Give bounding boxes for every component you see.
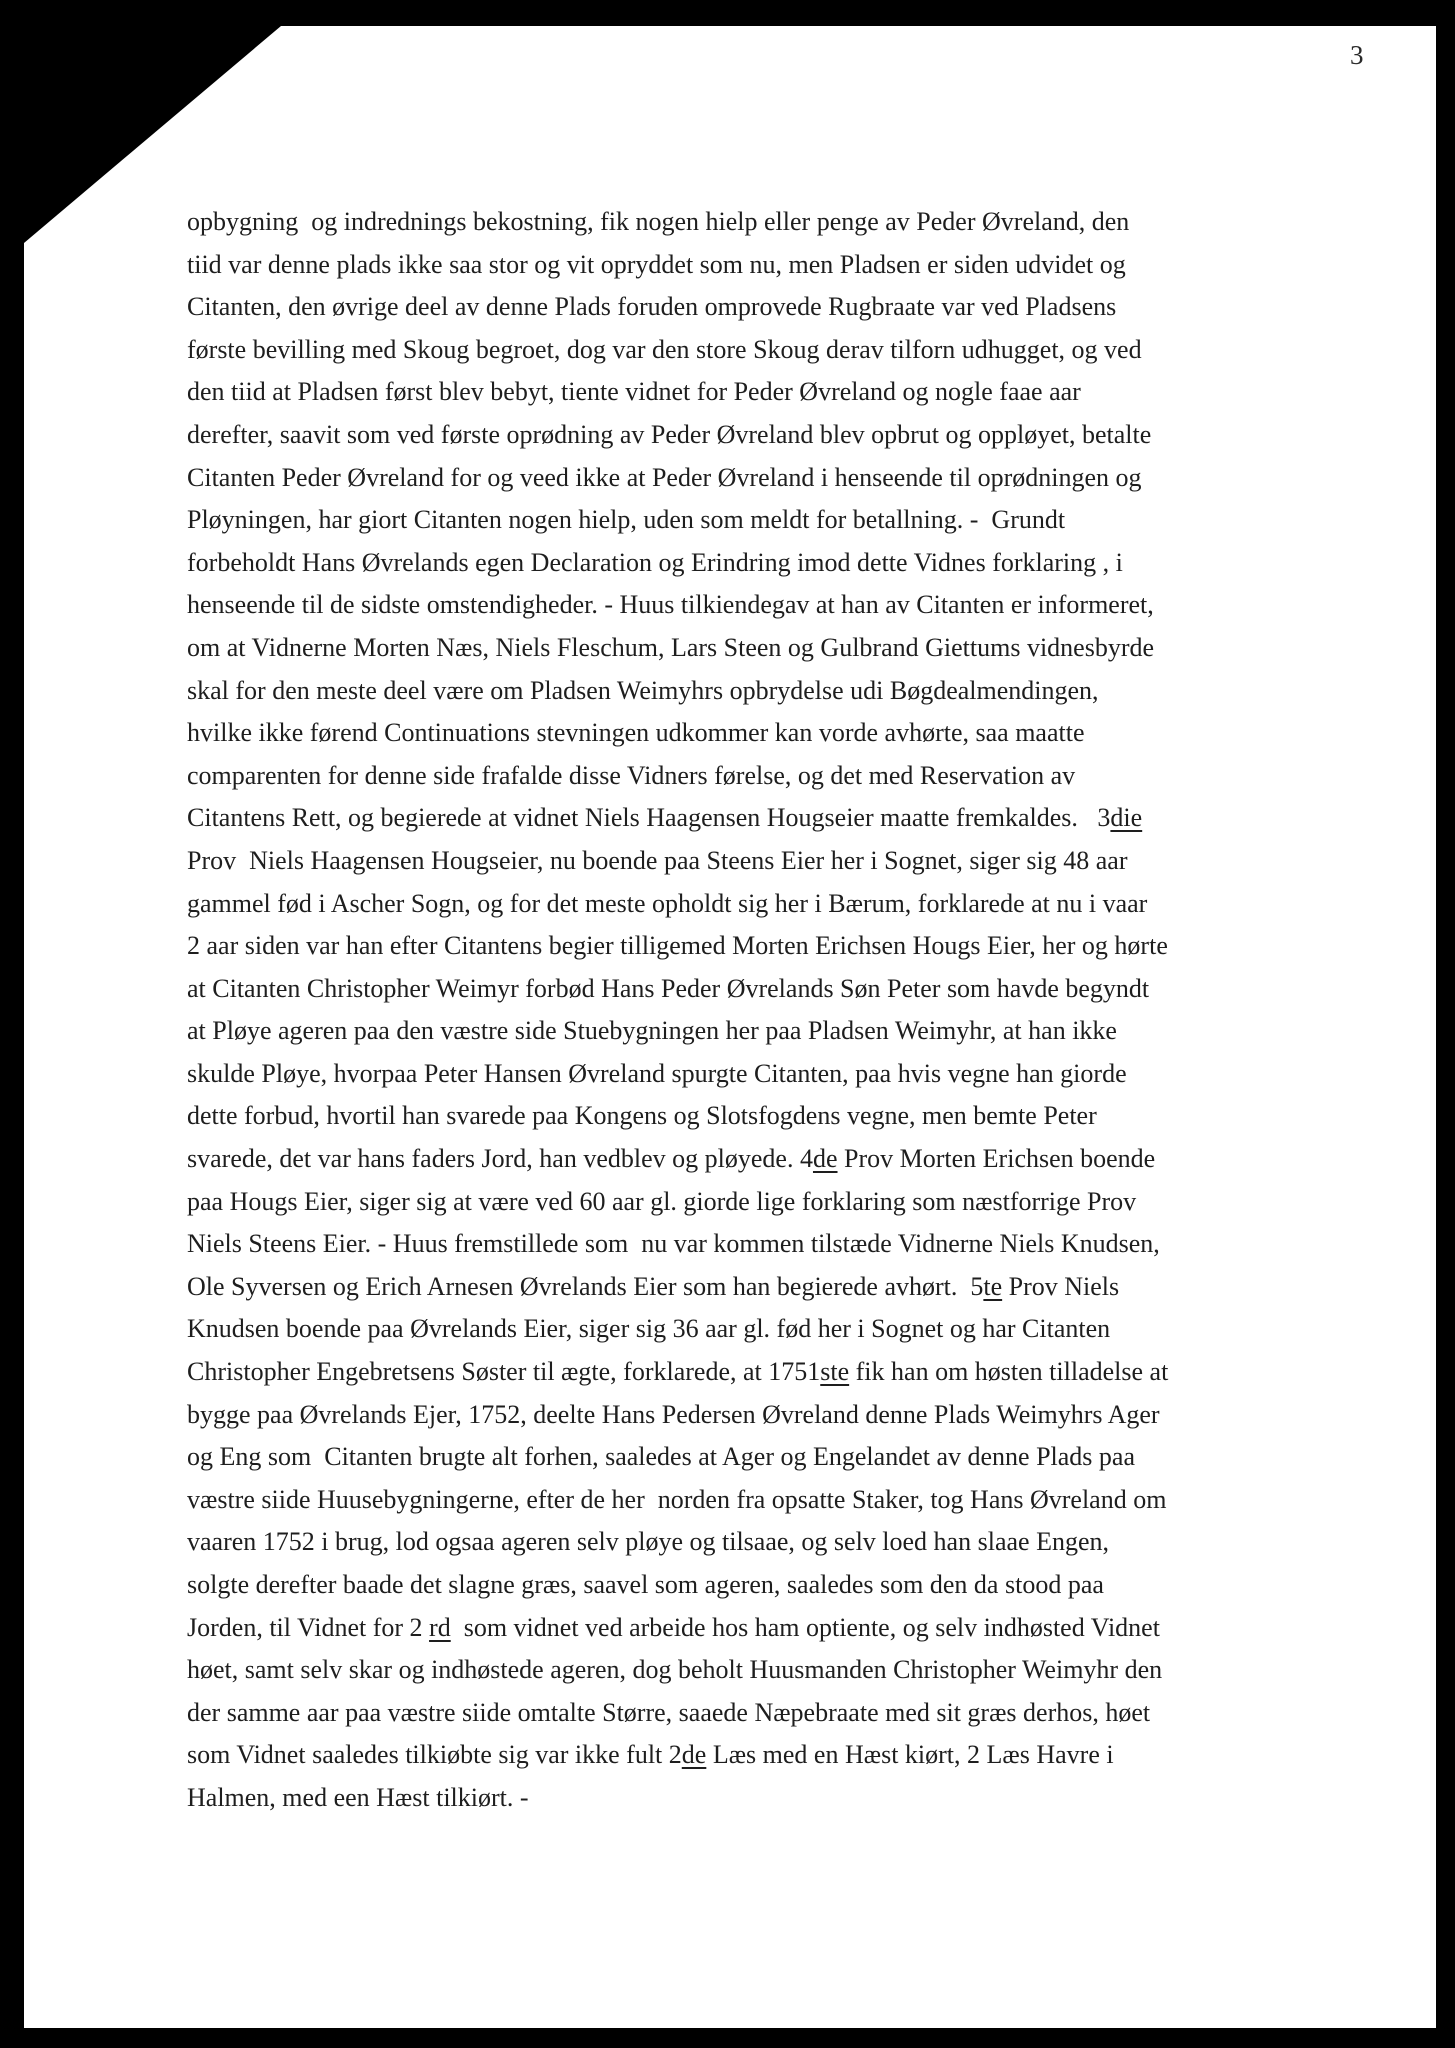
text-line <box>187 457 1297 500</box>
text-line <box>187 329 1297 372</box>
text-line <box>187 1351 1297 1394</box>
underlined-abbreviation: rd <box>429 1612 451 1642</box>
text-line <box>187 244 1297 287</box>
text-segment: som vidnet ved arbeide hos ham optiente, og selv indhøsted Vidnet <box>450 1612 1160 1642</box>
text-segment: fik han om høsten tilladelse at <box>849 1357 1169 1387</box>
text-line <box>187 1138 1297 1181</box>
text-segment: Jorden, til Vidnet for 2 <box>187 1612 430 1642</box>
text-line <box>187 1521 1297 1564</box>
text-line <box>187 627 1297 670</box>
text-segment: hvilke ikke førend Continuations stevningen udkommer kan vorde avhørte, saa maatte <box>187 718 1085 748</box>
text-line <box>187 414 1297 457</box>
text-segment: Læs med en Hæst kiørt, 2 Læs Havre i <box>706 1740 1114 1770</box>
text-line <box>187 1649 1297 1692</box>
text-segment: væstre siide Huusebygningerne, efter de her norden fra opsatte Staker, tog Hans Øvreland om <box>187 1484 1167 1514</box>
text-segment: skulde Pløye, hvorpaa Peter Hansen Øvreland spurgte Citanten, paa hvis vegne han giorde <box>187 1058 1127 1088</box>
text-segment: første bevilling med Skoug begroet, dog var den store Skoug derav tilforn udhugget, og ved <box>187 334 1142 364</box>
text-segment: den tiid at Pladsen først blev bebyt, tiente vidnet for Peder Øvreland og nogle faae aar <box>187 377 1081 407</box>
text-line <box>187 1053 1297 1096</box>
text-segment: Prov Niels Haagensen Hougseier, nu boende paa Steens Eier her i Sognet, siger sig 48 aar <box>187 845 1128 875</box>
text-line <box>187 584 1297 627</box>
text-line <box>187 1095 1297 1138</box>
text-segment: Halmen, med een Hæst tilkiørt. - <box>187 1782 529 1812</box>
text-line <box>187 883 1297 926</box>
text-line <box>187 925 1297 968</box>
text-line <box>187 840 1297 883</box>
text-line <box>187 286 1297 329</box>
text-line <box>187 755 1297 798</box>
underlined-abbreviation: ste <box>820 1357 850 1387</box>
page-number: 3 <box>1350 40 1364 70</box>
text-line <box>187 670 1297 713</box>
text-segment: Knudsen boende paa Øvrelands Eier, siger sig 36 aar gl. fød her i Sognet og har Citanten <box>187 1314 1111 1344</box>
text-segment: Citantens Rett, og begierede at vidnet Niels Haagensen Hougseier maatte fremkaldes. 3 <box>187 803 1111 833</box>
text-segment: skal for den meste deel være om Pladsen Weimyhrs opbrydelse udi Bøgdealmendingen, <box>187 675 1099 705</box>
text-line <box>187 968 1297 1011</box>
text-segment: at Pløye ageren paa den væstre side Stuebygningen her paa Pladsen Weimyhr, at han ikke <box>187 1016 1117 1046</box>
text-segment: tiid var denne plads ikke saa stor og vit opryddet som nu, men Pladsen er siden udvidet og <box>187 249 1126 279</box>
text-segment: bygge paa Øvrelands Ejer, 1752, deelte Hans Pedersen Øvreland denne Plads Weimyhrs Ager <box>187 1399 1160 1429</box>
text-line <box>187 201 1297 244</box>
text-line <box>187 499 1297 542</box>
underlined-abbreviation: te <box>983 1271 1003 1301</box>
text-segment: som Vidnet saaledes tilkiøbte sig var ikke fult 2 <box>187 1740 682 1770</box>
text-segment: paa Hougs Eier, siger sig at være ved 60 aar gl. giorde lige forklaring som næstforrige Prov <box>187 1186 1137 1216</box>
text-line <box>187 1266 1297 1309</box>
text-line <box>187 542 1297 585</box>
text-segment: comparenten for denne side frafalde disse Vidners førelse, og det med Reservation av <box>187 760 1076 790</box>
text-line <box>187 371 1297 414</box>
text-line <box>187 797 1297 840</box>
text-line <box>187 1734 1297 1777</box>
text-line <box>187 1436 1297 1479</box>
text-line <box>187 1223 1297 1266</box>
text-segment: Pløyningen, har giort Citanten nogen hielp, uden som meldt for betallning. - Grundt <box>187 505 1066 535</box>
text-segment: om at Vidnerne Morten Næs, Niels Fleschum, Lars Steen og Gulbrand Giettums vidnesbyrde <box>187 632 1155 662</box>
text-segment: opbygning og indrednings bekostning, fik nogen hielp eller penge av Peder Øvreland, den <box>187 207 1130 236</box>
transcription-text <box>187 201 1297 1820</box>
text-segment: Niels Steens Eier. - Huus fremstillede som nu var kommen tilstæde Vidnerne Niels Knudsen, <box>187 1229 1160 1259</box>
text-segment: dette forbud, hvortil han svarede paa Kongens og Slotsfogdens vegne, men bemte Peter <box>187 1101 1097 1131</box>
text-line <box>187 1692 1297 1735</box>
underlined-abbreviation: de <box>681 1740 707 1770</box>
text-segment: svarede, det var hans faders Jord, han vedblev og pløyede. 4 <box>187 1144 813 1174</box>
text-segment: solgte derefter baade det slagne græs, saavel som ageren, saaledes som den da stood paa <box>187 1570 1104 1599</box>
text-line <box>187 1607 1297 1650</box>
text-segment: 2 aar siden var han efter Citantens begier tilligemed Morten Erichsen Hougs Eier, her og hørte <box>187 931 1168 961</box>
text-segment: Citanten, den øvrige deel av denne Plads foruden omprovede Rugbraate var ved Pladsens <box>187 292 1117 322</box>
text-segment: forbeholdt Hans Øvrelands egen Declaration og Erindring imod dette Vidnes forklaring , i <box>187 547 1123 577</box>
text-line <box>187 1777 1297 1820</box>
text-segment: henseende til de sidste omstendigheder. - Huus tilkiendegav at han av Citanten er informeret, <box>187 590 1154 620</box>
text-segment: der samme aar paa væstre siide omtalte Større, saaede Næpebraate med sit græs derhos, høet <box>187 1697 1151 1727</box>
text-segment: gammel fød i Ascher Sogn, og for det meste opholdt sig her i Bærum, forklarede at nu i vaar <box>187 888 1148 918</box>
text-segment: Prov Morten Erichsen boende <box>837 1144 1156 1174</box>
text-segment: Christopher Engebretsens Søster til ægte, forklarede, at 1751 <box>187 1357 821 1387</box>
text-segment: vaaren 1752 i brug, lod ogsaa ageren selv pløye og tilsaae, og selv loed han slaae Engen, <box>187 1527 1109 1557</box>
text-line <box>187 1181 1297 1224</box>
text-segment: derefter, saavit som ved første oprødning av Peder Øvreland blev opbrut og oppløyet, betalte <box>187 419 1152 449</box>
text-line <box>187 1394 1297 1437</box>
underlined-abbreviation: de <box>812 1144 838 1174</box>
text-segment: Ole Syversen og Erich Arnesen Øvrelands Eier som han begierede avhørt. 5 <box>187 1271 984 1301</box>
text-segment: Prov Niels <box>1002 1271 1120 1301</box>
text-segment: at Citanten Christopher Weimyr forbød Hans Peder Øvrelands Søn Peter som havde begyndt <box>187 973 1150 1003</box>
text-line <box>187 1308 1297 1351</box>
text-segment: Citanten Peder Øvreland for og veed ikke at Peder Øvreland i henseende til oprødningen og <box>187 462 1142 492</box>
text-line <box>187 712 1297 755</box>
underlined-abbreviation: die <box>1110 803 1143 833</box>
text-line <box>187 1564 1297 1607</box>
text-segment: høet, samt selv skar og indhøstede ageren, dog beholt Huusmanden Christopher Weimyhr den <box>187 1655 1163 1685</box>
text-line <box>187 1010 1297 1053</box>
text-segment: og Eng som Citanten brugte alt forhen, saaledes at Ager og Engelandet av denne Plads paa <box>187 1442 1135 1472</box>
text-line <box>187 1479 1297 1522</box>
